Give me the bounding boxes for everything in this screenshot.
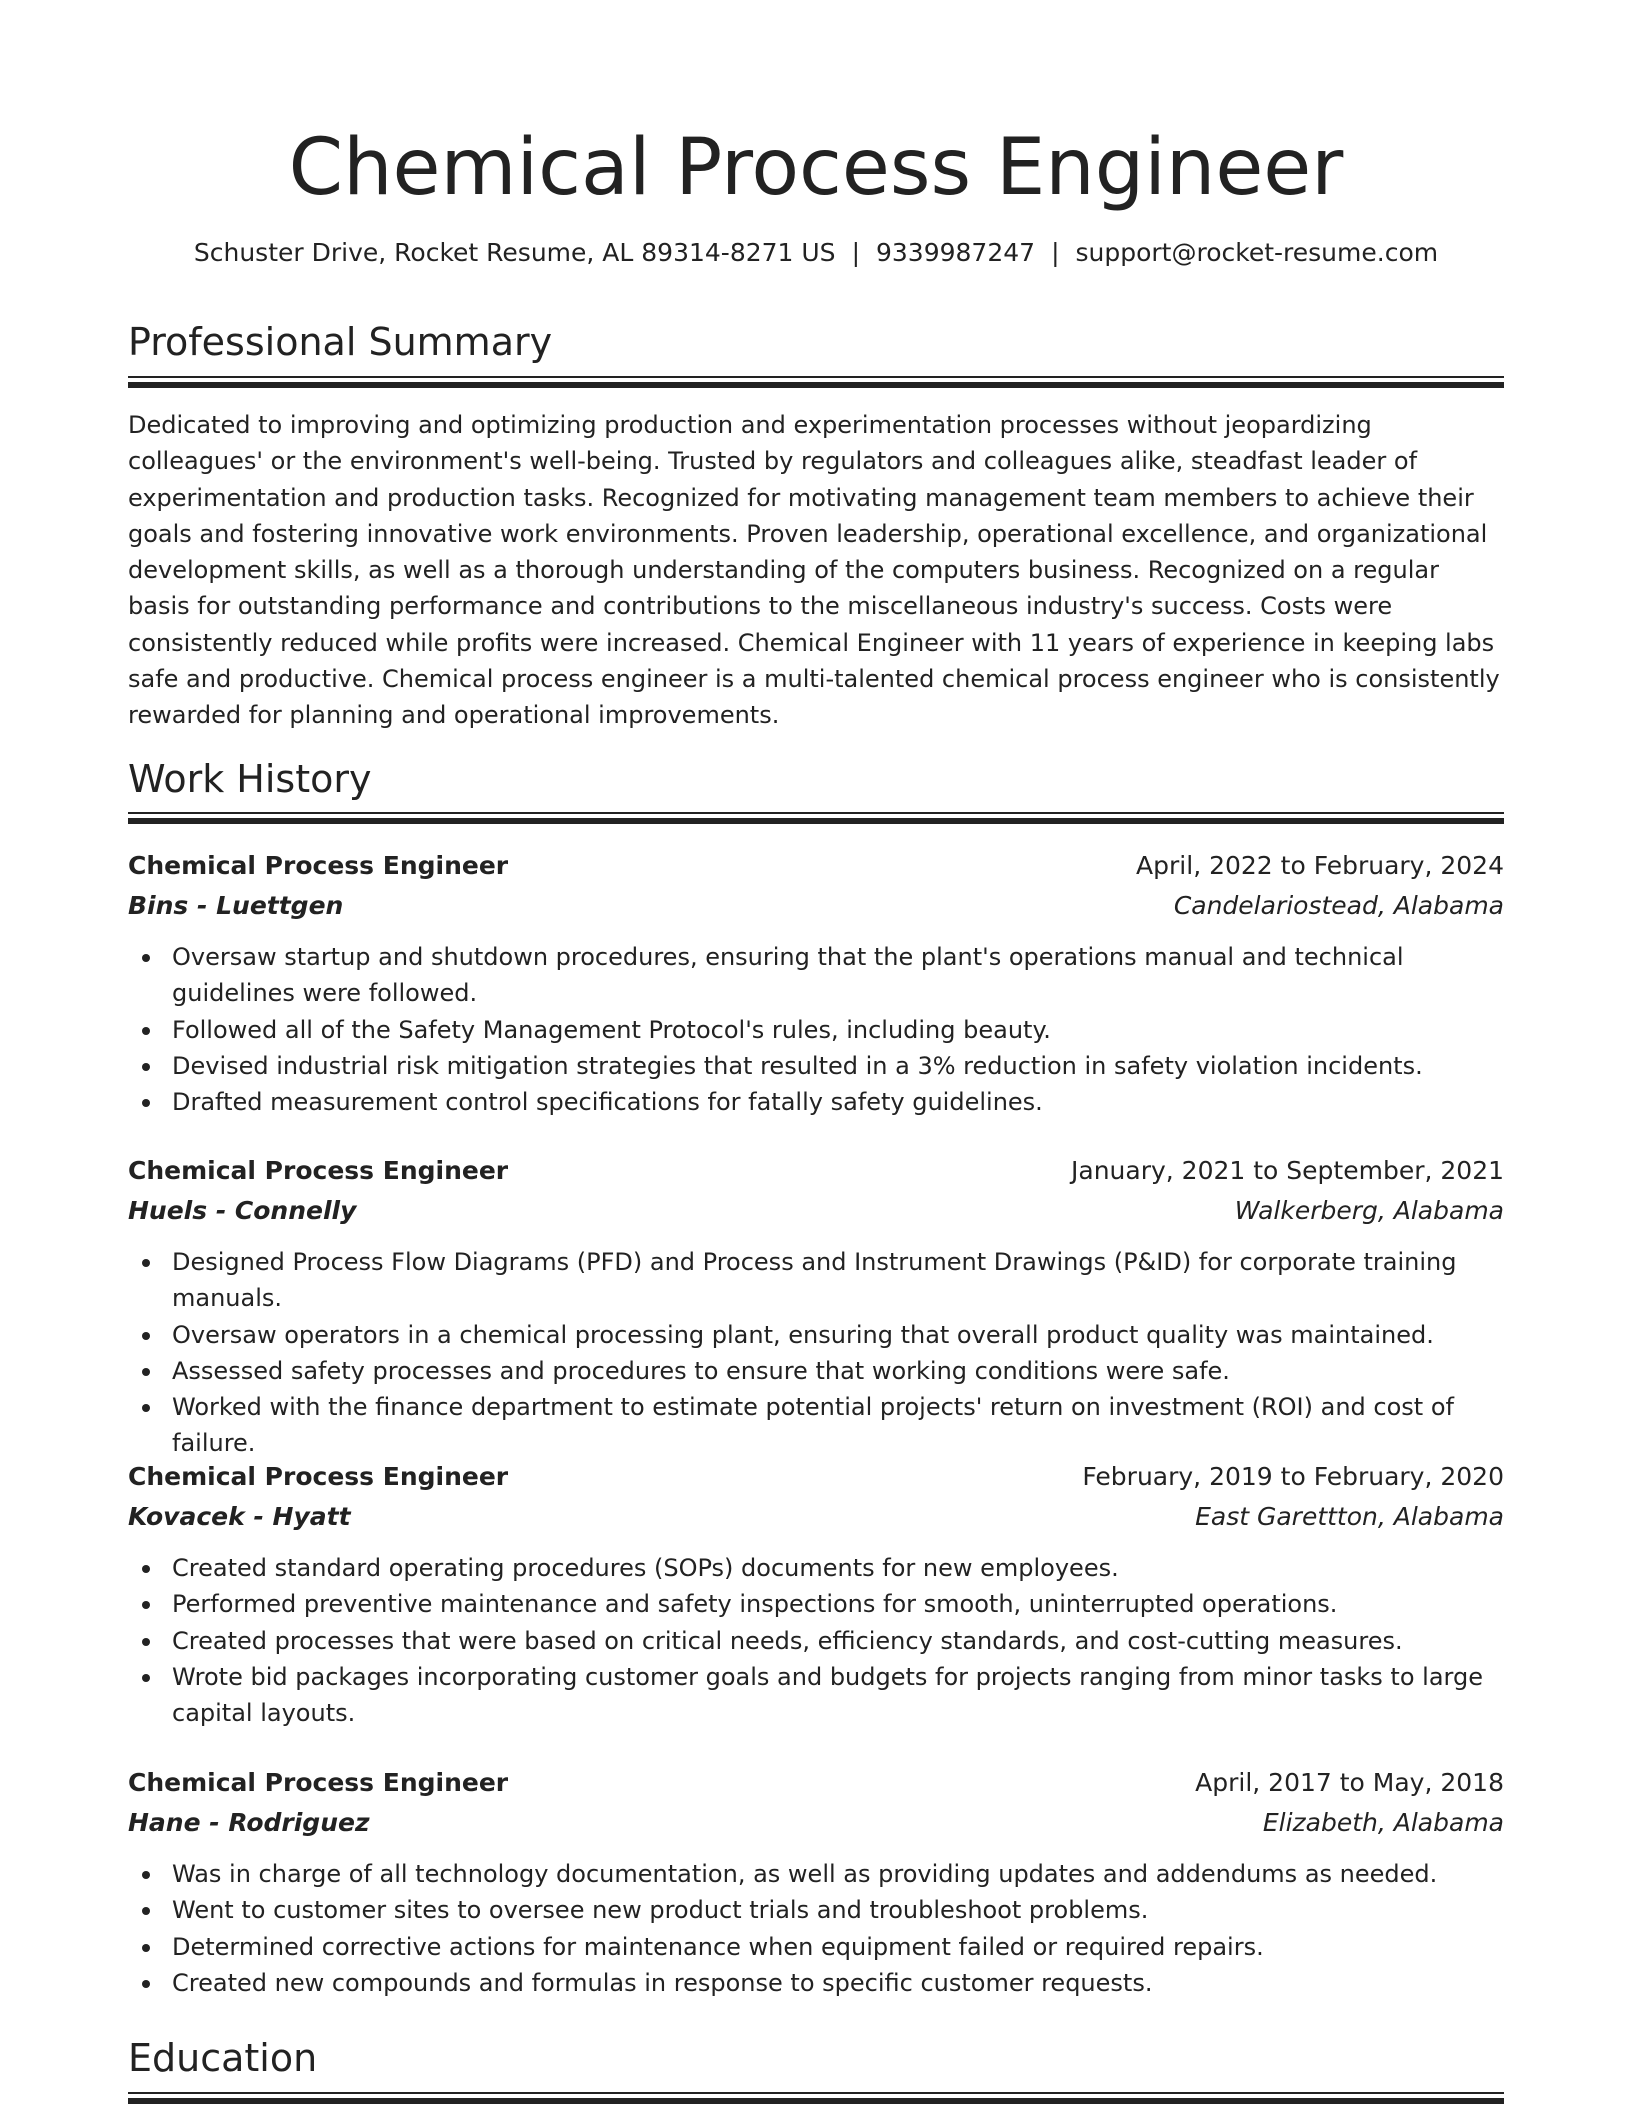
divider-thin-line — [128, 812, 1504, 814]
divider-thin-line — [128, 2092, 1504, 2094]
job-bullet: Assessed safety processes and procedures to ensure that working conditions were safe. — [172, 1353, 1504, 1389]
job-company: Kovacek - Hyatt — [128, 1502, 351, 1531]
contact-email[interactable]: support@rocket-resume.com — [1075, 238, 1439, 267]
job-dates: January, 2021 to September, 2021 — [1071, 1156, 1504, 1185]
job-bullet: Oversaw operators in a chemical processing plant, ensuring that overall product quality was maintained. — [172, 1317, 1504, 1353]
job-dates: April, 2022 to February, 2024 — [1136, 851, 1504, 880]
contact-line — [128, 236, 1504, 270]
job-bullet: Oversaw startup and shutdown procedures, ensuring that the plant's operations manual and technical guidelines were followed. — [172, 939, 1504, 1012]
job-company-row — [128, 1498, 1504, 1538]
job-bullet: Created new compounds and formulas in response to specific customer requests. — [172, 1965, 1504, 2001]
job-company: Hane - Rodriguez — [128, 1808, 370, 1837]
job-bullet: Created processes that were based on critical needs, efficiency standards, and cost-cutting measures. — [172, 1623, 1504, 1659]
job-entry — [128, 1458, 1504, 1731]
job-company-row — [128, 1804, 1504, 1844]
job-entry — [128, 847, 1504, 1120]
job-header-row — [128, 1764, 1504, 1804]
job-bullet: Worked with the finance department to estimate potential projects' return on investment (ROI) and cost of failure. — [172, 1389, 1504, 1462]
job-bullet: Drafted measurement control specifications for fatally safety guidelines. — [172, 1084, 1504, 1120]
job-bullet: Followed all of the Safety Management Protocol's rules, including beauty. — [172, 1012, 1504, 1048]
job-bullet: Designed Process Flow Diagrams (PFD) and Process and Instrument Drawings (P&ID) for corporate training manuals. — [172, 1244, 1504, 1317]
job-company-row — [128, 887, 1504, 927]
job-header-row — [128, 847, 1504, 887]
section-title-summary: Professional Summary — [128, 320, 553, 364]
divider-thick-line — [128, 818, 1504, 824]
job-title: Chemical Process Engineer — [128, 851, 509, 880]
job-title: Chemical Process Engineer — [128, 1768, 509, 1797]
section-divider — [128, 812, 1504, 824]
job-bullet: Was in charge of all technology documentation, as well as providing updates and addendums as needed. — [172, 1856, 1504, 1892]
job-title: Chemical Process Engineer — [128, 1156, 509, 1185]
job-header-row — [128, 1152, 1504, 1192]
job-dates: February, 2019 to February, 2020 — [1082, 1462, 1504, 1491]
job-entry — [128, 1764, 1504, 2001]
job-header-row — [128, 1458, 1504, 1498]
section-divider — [128, 376, 1504, 388]
job-location: Candelariostead, Alabama — [1173, 891, 1504, 920]
job-entry — [128, 1152, 1504, 1462]
job-company: Huels - Connelly — [128, 1196, 357, 1225]
job-title: Chemical Process Engineer — [128, 1462, 509, 1491]
contact-phone: 9339987247 — [876, 238, 1036, 267]
section-title-education: Education — [128, 2036, 318, 2080]
job-bullet: Devised industrial risk mitigation strategies that resulted in a 3% reduction in safety violation incidents. — [172, 1048, 1504, 1084]
divider-thick-line — [128, 2098, 1504, 2104]
summary-text: Dedicated to improving and optimizing production and experimentation processes without jeopardizing colleagues' or the environment's well-being. Trusted by regulators and colleagues alike, steadfast leader of experimentation and production tasks. Recognized for motivating management team members to achieve their goals and fostering innovative work environments. Proven leadership, operational excellence, and organizational development skills, as well as a thorough understanding of the computers business. Recognized on a regular basis for outstanding performance and contributions to the miscellaneous industry's success. Costs were consistently reduced while profits were increased. Chemical Engineer with 11 years of experience in keeping labs safe and productive. Chemical process engineer is a multi-talented chemical process engineer who is consistently rewarded for planning and operational improvements. — [128, 411, 1500, 730]
job-bullet-list — [128, 1856, 1504, 2001]
job-bullet-list — [128, 1550, 1504, 1731]
contact-separator: | — [1051, 238, 1060, 267]
job-bullet: Created standard operating procedures (SOPs) documents for new employees. — [172, 1550, 1504, 1586]
job-bullet: Performed preventive maintenance and safety inspections for smooth, uninterrupted operations. — [172, 1586, 1504, 1622]
job-company: Bins - Luettgen — [128, 891, 344, 920]
section-title-work-history: Work History — [128, 757, 372, 801]
job-company-row — [128, 1192, 1504, 1232]
job-dates: April, 2017 to May, 2018 — [1195, 1768, 1504, 1797]
job-location: East Garettton, Alabama — [1195, 1502, 1504, 1531]
divider-thin-line — [128, 376, 1504, 378]
job-bullet: Wrote bid packages incorporating customer goals and budgets for projects ranging from minor tasks to large capital layouts. — [172, 1659, 1504, 1732]
job-location: Walkerberg, Alabama — [1234, 1196, 1504, 1225]
resume-name: Chemical Process Engineer — [288, 123, 1344, 213]
job-location: Elizabeth, Alabama — [1262, 1808, 1504, 1837]
contact-separator: | — [851, 238, 860, 267]
job-bullet: Went to customer sites to oversee new product trials and troubleshoot problems. — [172, 1892, 1504, 1928]
contact-address: Schuster Drive, Rocket Resume, AL 89314-8271 US — [193, 238, 836, 267]
job-bullet: Determined corrective actions for maintenance when equipment failed or required repairs. — [172, 1929, 1504, 1965]
job-bullet-list — [128, 1244, 1504, 1462]
job-bullet-list — [128, 939, 1504, 1120]
divider-thick-line — [128, 382, 1504, 388]
section-divider — [128, 2092, 1504, 2104]
